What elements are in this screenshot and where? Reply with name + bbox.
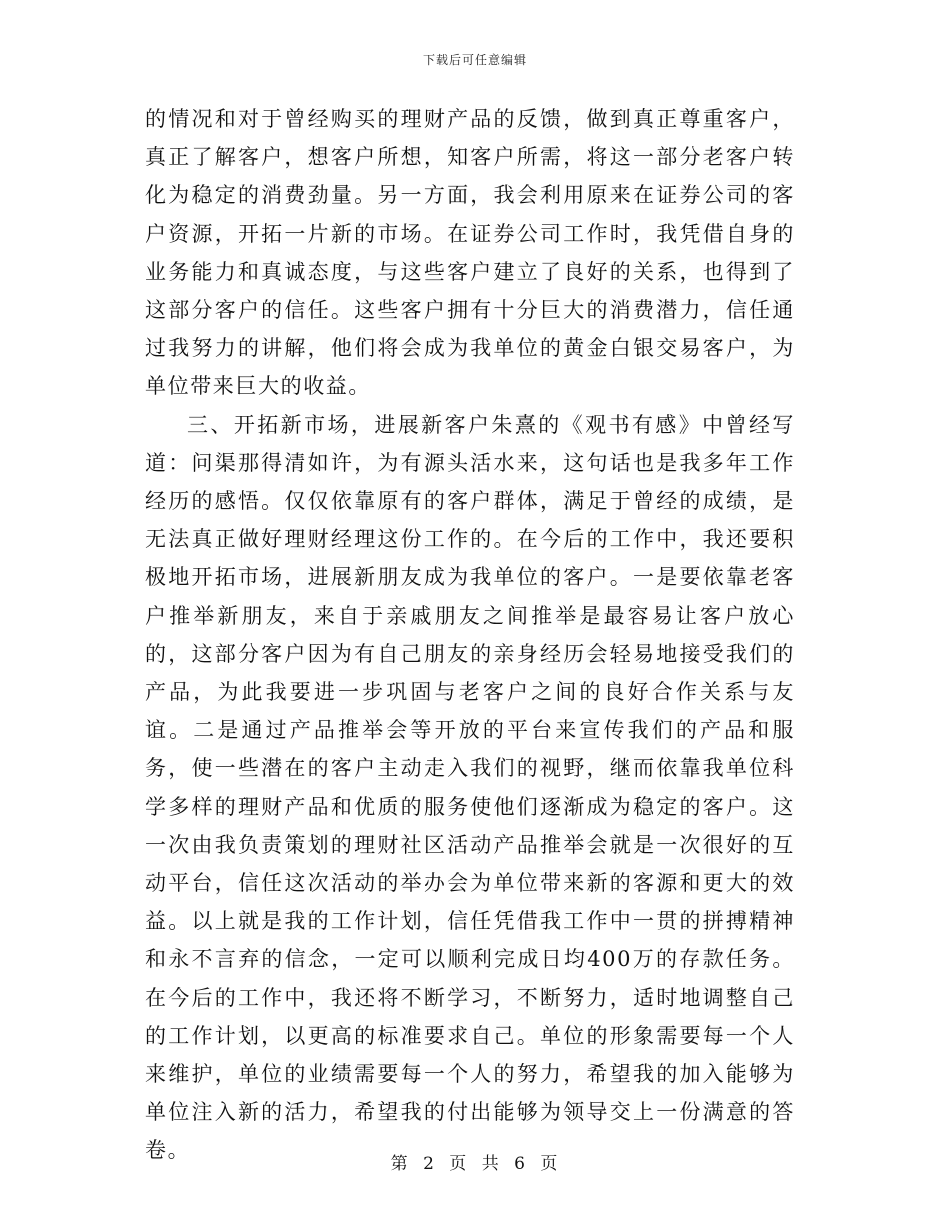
paragraph-2: 三、开拓新市场，进展新客户朱熹的《观书有感》中曾经写道：问渠那得清如许，为有源头活水来，这句话也是我多年工作经历的感悟。仅仅依靠原有的客户群体，满足于曾经的成绩，是无法真正做好理财经理这份工作的。在今后的工作中，我还要积极地开拓市场，进展新朋友成为我单位的客户。一是要依靠老客户推举新朋友，来自于亲戚朋友之间推举是最容易让客户放心的，这部分客户因为有自己朋友的亲身经历会轻易地接受我们的产品，为此我要进一步巩固与老客户之间的良好合作关系与友谊。二是通过产品推举会等开放的平台来宣传我们的产品和服务，使一些潜在的客户主动走入我们的视野，继而依靠我单位科学多样的理财产品和优质的服务使他们逐渐成为稳定的客户。这一次由我负责策划的理财社区活动产品推举会就是一次很好的互动平台，信任这次活动的举办会为单位带来新的客源和更大的效益。以上就是我的工作计划，信任凭借我工作中一贯的拼搏精神和永不言弃的信念，一定可以顺利完成日均400万的存款任务。在今后的工作中，我还将不断学习，不断努力，适时地调整自己的工作计划，以更高的标准要求自己。单位的形象需要每一个人来维护，单位的业绩需要每一个人的努力，希望我的加入能够为单位注入新的活力，希望我的付出能够为领导交上一份满意的答卷。 xyxy=(145,412,795,1163)
footer-current-page: 2 xyxy=(423,1154,436,1174)
paragraph-1: 的情况和对于曾经购买的理财产品的反馈，做到真正尊重客户，真正了解客户，想客户所想，知客户所需，将这一部分老客户转化为稳定的消费劲量。另一方面，我会利用原来在证券公司的客户资源，开拓一片新的市场。在证券公司工作时，我凭借自身的业务能力和真诚态度，与这些客户建立了良好的关系，也得到了这部分客户的信任。这些客户拥有十分巨大的消费潜力，信任通过我努力的讲解，他们将会成为我单位的黄金白银交易客户，为单位带来巨大的收益。 xyxy=(145,107,795,399)
page-footer xyxy=(0,1153,950,1175)
footer-label-suffix: 页 xyxy=(540,1154,560,1174)
header-text: 下载后可任意编辑 xyxy=(422,53,527,67)
footer-label-page: 页 xyxy=(449,1154,469,1174)
document-body xyxy=(145,100,795,1170)
footer-total-pages: 6 xyxy=(514,1154,527,1174)
footer-label-total: 共 xyxy=(481,1154,501,1174)
page-header xyxy=(0,52,950,68)
footer-label-prefix: 第 xyxy=(390,1154,410,1174)
